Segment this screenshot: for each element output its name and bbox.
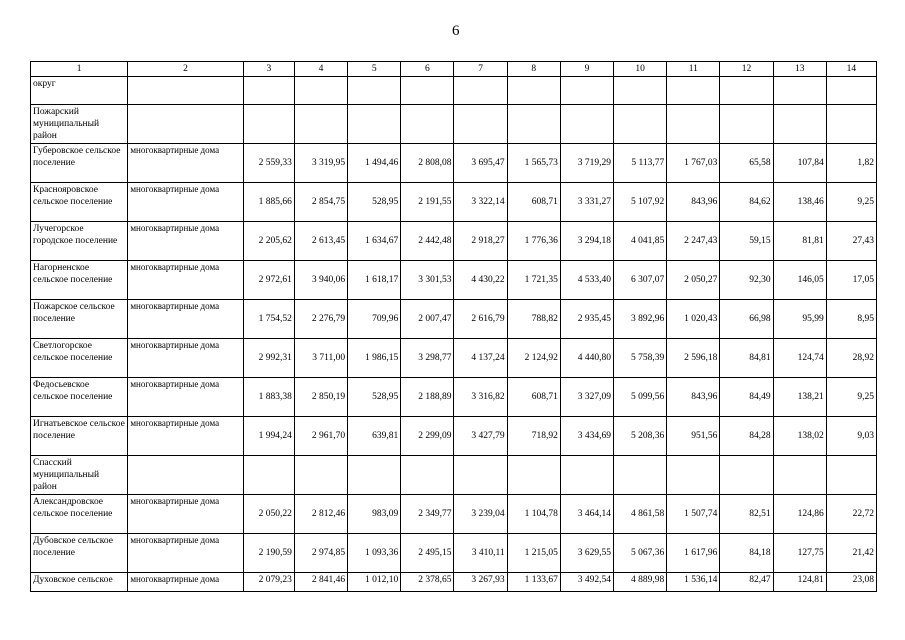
value-cell <box>507 456 560 495</box>
housing-type-cell: многоквартирные дома <box>128 534 243 573</box>
value-cell: 788,82 <box>507 300 560 339</box>
value-cell <box>560 456 613 495</box>
value-cell <box>826 456 876 495</box>
value-cell: 84,49 <box>720 378 773 417</box>
column-header: 2 <box>128 62 243 77</box>
value-cell <box>560 77 613 105</box>
value-cell: 1 617,96 <box>667 534 720 573</box>
value-cell <box>773 105 826 144</box>
housing-type-cell: многоквартирные дома <box>128 261 243 300</box>
value-cell: 17,05 <box>826 261 876 300</box>
value-cell: 82,47 <box>720 573 773 592</box>
value-cell: 107,84 <box>773 144 826 183</box>
table-row <box>31 495 877 534</box>
value-cell: 951,56 <box>667 417 720 456</box>
value-cell <box>720 105 773 144</box>
column-header: 10 <box>614 62 667 77</box>
value-cell <box>243 105 294 144</box>
value-cell: 138,21 <box>773 378 826 417</box>
value-cell: 2 918,27 <box>454 222 507 261</box>
settlement-name-cell: Дубовское сельское поселение <box>31 534 128 573</box>
value-cell: 23,08 <box>826 573 876 592</box>
value-cell: 1 536,14 <box>667 573 720 592</box>
value-cell: 1 215,05 <box>507 534 560 573</box>
value-cell <box>401 105 454 144</box>
value-cell: 81,81 <box>773 222 826 261</box>
value-cell: 21,42 <box>826 534 876 573</box>
value-cell: 95,99 <box>773 300 826 339</box>
value-cell: 9,25 <box>826 183 876 222</box>
value-cell: 608,71 <box>507 183 560 222</box>
value-cell: 2 559,33 <box>243 144 294 183</box>
value-cell: 2 191,55 <box>401 183 454 222</box>
value-cell: 2 205,62 <box>243 222 294 261</box>
value-cell: 2 972,61 <box>243 261 294 300</box>
column-header: 3 <box>243 62 294 77</box>
value-cell: 146,05 <box>773 261 826 300</box>
value-cell: 66,98 <box>720 300 773 339</box>
value-cell: 639,81 <box>348 417 401 456</box>
table-row <box>31 339 877 378</box>
value-cell: 1 494,46 <box>348 144 401 183</box>
value-cell: 9,03 <box>826 417 876 456</box>
value-cell: 3 711,00 <box>294 339 347 378</box>
table-row <box>31 105 877 144</box>
value-cell: 127,75 <box>773 534 826 573</box>
value-cell <box>773 456 826 495</box>
housing-type-cell: многоквартирные дома <box>128 417 243 456</box>
settlement-name-cell: Пожарский муниципальный район <box>31 105 128 144</box>
value-cell: 84,18 <box>720 534 773 573</box>
value-cell: 3 464,14 <box>560 495 613 534</box>
value-cell: 1 133,67 <box>507 573 560 592</box>
settlement-name-cell: Духовское сельское <box>31 573 128 592</box>
value-cell: 1 776,36 <box>507 222 560 261</box>
value-cell: 59,15 <box>720 222 773 261</box>
housing-type-cell: многоквартирные дома <box>128 183 243 222</box>
value-cell: 1 994,24 <box>243 417 294 456</box>
value-cell: 3 294,18 <box>560 222 613 261</box>
settlement-name-cell: Федосьевское сельское поселение <box>31 378 128 417</box>
value-cell <box>507 77 560 105</box>
value-cell: 3 492,54 <box>560 573 613 592</box>
value-cell: 528,95 <box>348 183 401 222</box>
column-header: 8 <box>507 62 560 77</box>
housing-type-cell: многоквартирные дома <box>128 573 243 592</box>
value-cell <box>348 456 401 495</box>
value-cell <box>773 77 826 105</box>
value-cell: 1 885,66 <box>243 183 294 222</box>
value-cell <box>614 105 667 144</box>
value-cell: 3 940,06 <box>294 261 347 300</box>
value-cell: 1 986,15 <box>348 339 401 378</box>
value-cell: 84,62 <box>720 183 773 222</box>
settlement-name-cell: Губеровское сельское поселение <box>31 144 128 183</box>
value-cell: 138,46 <box>773 183 826 222</box>
value-cell <box>720 77 773 105</box>
page-number: 6 <box>452 23 460 39</box>
value-cell: 3 434,69 <box>560 417 613 456</box>
value-cell: 3 892,96 <box>614 300 667 339</box>
value-cell: 2 812,46 <box>294 495 347 534</box>
value-cell: 2 442,48 <box>401 222 454 261</box>
settlement-name-cell: Александровское сельское поселение <box>31 495 128 534</box>
value-cell: 1 883,38 <box>243 378 294 417</box>
tariff-table <box>30 61 877 592</box>
value-cell: 1 754,52 <box>243 300 294 339</box>
value-cell: 3 316,82 <box>454 378 507 417</box>
value-cell: 2 854,75 <box>294 183 347 222</box>
value-cell <box>667 105 720 144</box>
value-cell: 2 378,65 <box>401 573 454 592</box>
value-cell: 3 267,93 <box>454 573 507 592</box>
value-cell: 1 507,74 <box>667 495 720 534</box>
value-cell: 1 093,36 <box>348 534 401 573</box>
value-cell <box>401 456 454 495</box>
header-row <box>31 62 877 77</box>
value-cell: 2 349,77 <box>401 495 454 534</box>
column-header: 1 <box>31 62 128 77</box>
table-row <box>31 456 877 495</box>
value-cell: 3 319,95 <box>294 144 347 183</box>
value-cell: 2 961,70 <box>294 417 347 456</box>
table-row <box>31 534 877 573</box>
value-cell: 65,58 <box>720 144 773 183</box>
value-cell: 3 629,55 <box>560 534 613 573</box>
column-header: 7 <box>454 62 507 77</box>
value-cell: 1 104,78 <box>507 495 560 534</box>
value-cell: 82,51 <box>720 495 773 534</box>
settlement-name-cell: Игнатьевское сельское поселение <box>31 417 128 456</box>
value-cell: 3 331,27 <box>560 183 613 222</box>
value-cell <box>243 77 294 105</box>
settlement-name-cell: Светлогорское сельское поселение <box>31 339 128 378</box>
value-cell: 2 841,46 <box>294 573 347 592</box>
value-cell: 2 079,23 <box>243 573 294 592</box>
value-cell: 2 808,08 <box>401 144 454 183</box>
housing-type-cell: многоквартирные дома <box>128 495 243 534</box>
column-header: 13 <box>773 62 826 77</box>
value-cell: 528,95 <box>348 378 401 417</box>
value-cell: 1 618,17 <box>348 261 401 300</box>
value-cell <box>243 456 294 495</box>
value-cell <box>401 77 454 105</box>
value-cell: 1,82 <box>826 144 876 183</box>
value-cell: 5 067,36 <box>614 534 667 573</box>
value-cell: 3 427,79 <box>454 417 507 456</box>
column-header: 4 <box>294 62 347 77</box>
settlement-name-cell: Лучегорское городское поселение <box>31 222 128 261</box>
value-cell: 28,92 <box>826 339 876 378</box>
table-row <box>31 300 877 339</box>
value-cell: 3 410,11 <box>454 534 507 573</box>
value-cell: 5 113,77 <box>614 144 667 183</box>
value-cell: 3 695,47 <box>454 144 507 183</box>
value-cell: 608,71 <box>507 378 560 417</box>
value-cell: 4 889,98 <box>614 573 667 592</box>
value-cell: 2 613,45 <box>294 222 347 261</box>
value-cell: 6 307,07 <box>614 261 667 300</box>
value-cell: 2 850,19 <box>294 378 347 417</box>
housing-type-cell: многоквартирные дома <box>128 222 243 261</box>
column-header: 11 <box>667 62 720 77</box>
table-row <box>31 417 877 456</box>
value-cell: 124,81 <box>773 573 826 592</box>
value-cell: 84,28 <box>720 417 773 456</box>
value-cell <box>348 77 401 105</box>
value-cell: 3 298,77 <box>401 339 454 378</box>
value-cell: 1 565,73 <box>507 144 560 183</box>
value-cell <box>667 77 720 105</box>
value-cell: 2 124,92 <box>507 339 560 378</box>
value-cell: 709,96 <box>348 300 401 339</box>
value-cell: 3 301,53 <box>401 261 454 300</box>
value-cell: 3 239,04 <box>454 495 507 534</box>
table-row <box>31 77 877 105</box>
value-cell: 4 137,24 <box>454 339 507 378</box>
value-cell: 2 190,59 <box>243 534 294 573</box>
column-header: 5 <box>348 62 401 77</box>
housing-type-cell <box>128 456 243 495</box>
value-cell: 2 050,22 <box>243 495 294 534</box>
value-cell: 2 299,09 <box>401 417 454 456</box>
value-cell: 843,96 <box>667 378 720 417</box>
value-cell <box>826 105 876 144</box>
housing-type-cell <box>128 105 243 144</box>
value-cell <box>507 105 560 144</box>
housing-type-cell: многоквартирные дома <box>128 378 243 417</box>
value-cell: 2 596,18 <box>667 339 720 378</box>
column-header: 14 <box>826 62 876 77</box>
value-cell <box>614 456 667 495</box>
value-cell: 1 767,03 <box>667 144 720 183</box>
settlement-name-cell: Краснояровское сельское поселение <box>31 183 128 222</box>
value-cell: 2 495,15 <box>401 534 454 573</box>
value-cell: 92,30 <box>720 261 773 300</box>
value-cell: 2 974,85 <box>294 534 347 573</box>
value-cell: 124,86 <box>773 495 826 534</box>
table-row <box>31 222 877 261</box>
housing-type-cell: многоквартирные дома <box>128 144 243 183</box>
value-cell: 2 276,79 <box>294 300 347 339</box>
value-cell: 3 322,14 <box>454 183 507 222</box>
value-cell: 9,25 <box>826 378 876 417</box>
settlement-name-cell: округ <box>31 77 128 105</box>
value-cell: 8,95 <box>826 300 876 339</box>
value-cell <box>348 105 401 144</box>
value-cell <box>294 77 347 105</box>
value-cell: 1 020,43 <box>667 300 720 339</box>
value-cell: 2 188,89 <box>401 378 454 417</box>
column-header: 12 <box>720 62 773 77</box>
value-cell: 2 616,79 <box>454 300 507 339</box>
value-cell: 2 247,43 <box>667 222 720 261</box>
value-cell: 22,72 <box>826 495 876 534</box>
value-cell <box>454 105 507 144</box>
value-cell: 4 430,22 <box>454 261 507 300</box>
table-body <box>31 77 877 592</box>
value-cell <box>560 105 613 144</box>
table-row <box>31 183 877 222</box>
settlement-name-cell: Пожарское сельское поселение <box>31 300 128 339</box>
value-cell: 843,96 <box>667 183 720 222</box>
value-cell: 4 440,80 <box>560 339 613 378</box>
value-cell: 4 041,85 <box>614 222 667 261</box>
value-cell: 124,74 <box>773 339 826 378</box>
value-cell: 138,02 <box>773 417 826 456</box>
value-cell: 1 012,10 <box>348 573 401 592</box>
value-cell <box>294 456 347 495</box>
value-cell <box>826 77 876 105</box>
value-cell: 5 107,92 <box>614 183 667 222</box>
value-cell: 4 861,58 <box>614 495 667 534</box>
housing-type-cell: многоквартирные дома <box>128 300 243 339</box>
value-cell: 5 099,56 <box>614 378 667 417</box>
value-cell: 84,81 <box>720 339 773 378</box>
table-row <box>31 261 877 300</box>
value-cell <box>667 456 720 495</box>
housing-type-cell <box>128 77 243 105</box>
settlement-name-cell: Спасский муниципальный район <box>31 456 128 495</box>
value-cell <box>614 77 667 105</box>
value-cell: 3 327,09 <box>560 378 613 417</box>
column-header: 6 <box>401 62 454 77</box>
table-row <box>31 144 877 183</box>
value-cell: 2 992,31 <box>243 339 294 378</box>
value-cell: 3 719,29 <box>560 144 613 183</box>
value-cell: 5 208,36 <box>614 417 667 456</box>
table-row <box>31 573 877 592</box>
value-cell: 1 721,35 <box>507 261 560 300</box>
value-cell: 2 007,47 <box>401 300 454 339</box>
value-cell <box>294 105 347 144</box>
value-cell: 4 533,40 <box>560 261 613 300</box>
value-cell: 27,43 <box>826 222 876 261</box>
settlement-name-cell: Нагорненское сельское поселение <box>31 261 128 300</box>
value-cell <box>720 456 773 495</box>
value-cell: 2 935,45 <box>560 300 613 339</box>
column-header: 9 <box>560 62 613 77</box>
value-cell: 5 758,39 <box>614 339 667 378</box>
value-cell: 718,92 <box>507 417 560 456</box>
value-cell: 983,09 <box>348 495 401 534</box>
value-cell: 1 634,67 <box>348 222 401 261</box>
value-cell <box>454 77 507 105</box>
housing-type-cell: многоквартирные дома <box>128 339 243 378</box>
value-cell: 2 050,27 <box>667 261 720 300</box>
value-cell <box>454 456 507 495</box>
table-row <box>31 378 877 417</box>
